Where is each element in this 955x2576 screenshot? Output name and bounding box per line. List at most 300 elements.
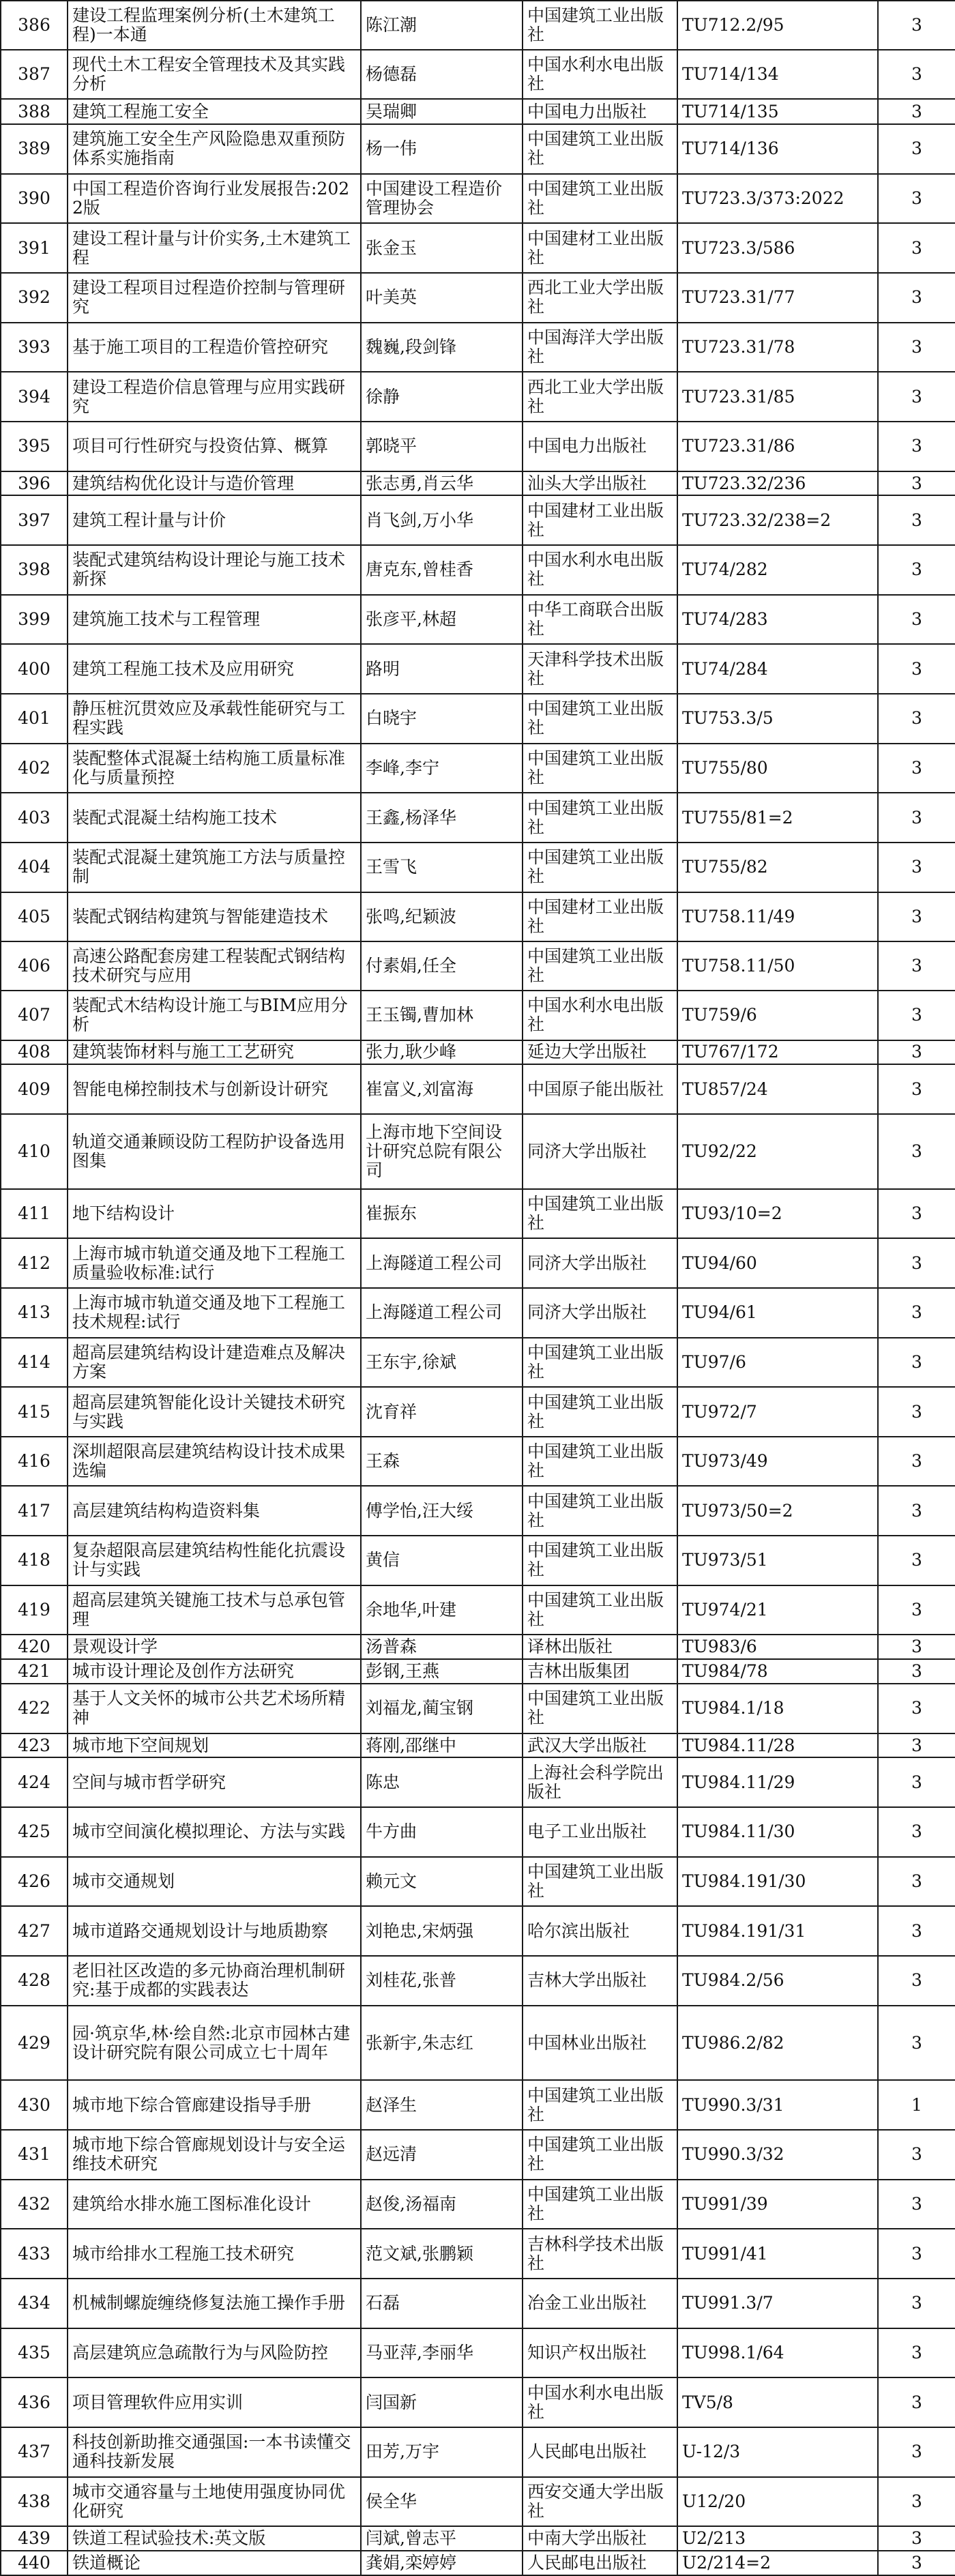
copy-count: 3 [878, 991, 955, 1040]
copy-count: 3 [878, 1659, 955, 1684]
book-title: 轨道交通兼顾设防工程防护设备选用图集 [68, 1114, 361, 1189]
book-author: 张力,耿少峰 [361, 1040, 523, 1065]
copy-count: 3 [878, 2328, 955, 2378]
copy-count: 3 [878, 174, 955, 224]
book-author: 崔富义,刘富海 [361, 1064, 523, 1114]
book-author: 闫国新 [361, 2377, 523, 2427]
call-number: TU93/10=2 [677, 1189, 878, 1239]
call-number: TU984.11/30 [677, 1807, 878, 1857]
call-number: TU767/172 [677, 1040, 878, 1065]
table-row [1, 644, 955, 694]
row-number: 414 [1, 1338, 68, 1388]
copy-count: 3 [878, 1238, 955, 1288]
book-author: 彭钢,王燕 [361, 1659, 523, 1684]
book-author: 汤普森 [361, 1635, 523, 1659]
row-number: 430 [1, 2080, 68, 2130]
call-number: TU973/51 [677, 1536, 878, 1585]
book-author: 杨一伟 [361, 124, 523, 174]
row-number: 413 [1, 1288, 68, 1338]
book-publisher: 中国建筑工业出版社 [523, 1536, 677, 1585]
copy-count: 3 [878, 941, 955, 991]
book-title: 建筑结构优化设计与造价管理 [68, 471, 361, 496]
book-publisher: 中国电力出版社 [523, 422, 677, 471]
book-publisher: 中国原子能出版社 [523, 1064, 677, 1114]
call-number: TU972/7 [677, 1387, 878, 1437]
call-number: TU973/49 [677, 1437, 878, 1487]
copy-count: 3 [878, 1114, 955, 1189]
book-title: 高层建筑结构构造资料集 [68, 1486, 361, 1536]
book-title: 高速公路配套房建工程装配式钢结构技术研究与应用 [68, 941, 361, 991]
call-number: TU984.11/29 [677, 1757, 878, 1807]
book-title: 超高层建筑关键施工技术与总承包管理 [68, 1585, 361, 1635]
book-author: 刘艳忠,宋炳强 [361, 1906, 523, 1956]
copy-count: 3 [878, 50, 955, 100]
book-publisher: 中国建材工业出版社 [523, 223, 677, 273]
book-publisher: 上海社会科学院出版社 [523, 1757, 677, 1807]
call-number: TU723.32/238=2 [677, 495, 878, 545]
book-author: 刘桂花,张普 [361, 1956, 523, 2006]
table-row [1, 2328, 955, 2378]
book-publisher: 人民邮电出版社 [523, 2427, 677, 2477]
book-author: 中国建设工程造价管理协会 [361, 174, 523, 224]
call-number: U2/213 [677, 2526, 878, 2551]
table-row [1, 1040, 955, 1065]
copy-count: 3 [878, 545, 955, 595]
copy-count: 3 [878, 2477, 955, 2527]
call-number: TU998.1/64 [677, 2328, 878, 2378]
book-title: 静压桩沉贯效应及承载性能研究与工程实践 [68, 694, 361, 744]
book-title: 上海市城市轨道交通及地下工程施工技术规程:试行 [68, 1288, 361, 1338]
book-publisher: 译林出版社 [523, 1635, 677, 1659]
book-publisher: 西北工业大学出版社 [523, 273, 677, 323]
book-author: 唐克东,曾桂香 [361, 545, 523, 595]
copy-count: 3 [878, 2229, 955, 2279]
book-publisher: 西安交通大学出版社 [523, 2477, 677, 2527]
copy-count: 3 [878, 471, 955, 496]
copy-count: 3 [878, 1486, 955, 1536]
row-number: 437 [1, 2427, 68, 2477]
book-author: 王东宇,徐斌 [361, 1338, 523, 1388]
book-author: 张金玉 [361, 223, 523, 273]
table-row [1, 2130, 955, 2180]
book-author: 赵泽生 [361, 2080, 523, 2130]
book-author: 范文斌,张鹏颖 [361, 2229, 523, 2279]
book-author: 傅学怡,汪大绥 [361, 1486, 523, 1536]
table-row [1, 1486, 955, 1536]
book-author: 王雪飞 [361, 843, 523, 892]
book-publisher: 汕头大学出版社 [523, 471, 677, 496]
table-row [1, 2279, 955, 2328]
copy-count: 3 [878, 273, 955, 323]
table-row [1, 1238, 955, 1288]
table-row [1, 1807, 955, 1857]
book-author: 付素娟,任全 [361, 941, 523, 991]
row-number: 411 [1, 1189, 68, 1239]
book-author: 黄信 [361, 1536, 523, 1585]
copy-count: 3 [878, 1757, 955, 1807]
book-author: 石磊 [361, 2279, 523, 2328]
book-title: 建筑给水排水施工图标准化设计 [68, 2180, 361, 2229]
row-number: 435 [1, 2328, 68, 2378]
row-number: 398 [1, 545, 68, 595]
call-number: TU759/6 [677, 991, 878, 1040]
table-row [1, 223, 955, 273]
call-number: TU94/60 [677, 1238, 878, 1288]
book-title: 深圳超限高层建筑结构设计技术成果选编 [68, 1437, 361, 1487]
book-publisher: 中国建筑工业出版社 [523, 1, 677, 50]
book-title: 建筑装饰材料与施工工艺研究 [68, 1040, 361, 1065]
book-publisher: 中国电力出版社 [523, 99, 677, 124]
book-publisher: 中国建材工业出版社 [523, 495, 677, 545]
table-row [1, 2427, 955, 2477]
book-title: 城市地下综合管廊规划设计与安全运维技术研究 [68, 2130, 361, 2180]
book-publisher: 哈尔滨出版社 [523, 1906, 677, 1956]
call-number: TU990.3/32 [677, 2130, 878, 2180]
copy-count: 3 [878, 422, 955, 471]
book-title: 中国工程造价咨询行业发展报告:2022版 [68, 174, 361, 224]
book-publisher: 中国建筑工业出版社 [523, 941, 677, 991]
book-title: 装配整体式混凝土结构施工质量标准化与质量预控 [68, 744, 361, 793]
book-publisher: 同济大学出版社 [523, 1114, 677, 1189]
row-number: 405 [1, 892, 68, 942]
call-number: TV5/8 [677, 2377, 878, 2427]
book-author: 陈忠 [361, 1757, 523, 1807]
book-author: 蒋刚,邵继中 [361, 1733, 523, 1758]
book-author: 龚娟,栾婷婷 [361, 2551, 523, 2575]
table-row [1, 1338, 955, 1388]
book-author: 王玉镯,曹加林 [361, 991, 523, 1040]
call-number: TU723.31/78 [677, 323, 878, 372]
table-row [1, 941, 955, 991]
table-row [1, 595, 955, 645]
book-author: 沈育祥 [361, 1387, 523, 1437]
book-title: 铁道工程试验技术:英文版 [68, 2526, 361, 2551]
copy-count: 3 [878, 1536, 955, 1585]
book-publisher: 中国建筑工业出版社 [523, 1486, 677, 1536]
book-title: 空间与城市哲学研究 [68, 1757, 361, 1807]
book-title: 科技创新助推交通强国:一本书读懂交通科技新发展 [68, 2427, 361, 2477]
table-row [1, 2080, 955, 2130]
row-number: 409 [1, 1064, 68, 1114]
call-number: TU723.31/85 [677, 372, 878, 422]
book-title: 城市地下空间规划 [68, 1733, 361, 1758]
row-number: 386 [1, 1, 68, 50]
row-number: 406 [1, 941, 68, 991]
book-publisher: 中国建筑工业出版社 [523, 1585, 677, 1635]
call-number: TU974/21 [677, 1585, 878, 1635]
book-title: 建筑工程计量与计价 [68, 495, 361, 545]
book-publisher: 中华工商联合出版社 [523, 595, 677, 645]
book-author: 吴瑞卿 [361, 99, 523, 124]
table-row [1, 1857, 955, 1907]
row-number: 412 [1, 1238, 68, 1288]
row-number: 388 [1, 99, 68, 124]
book-title: 装配式木结构设计施工与BIM应用分析 [68, 991, 361, 1040]
book-title: 建筑施工技术与工程管理 [68, 595, 361, 645]
call-number: TU723.31/86 [677, 422, 878, 471]
book-title: 城市地下综合管廊建设指导手册 [68, 2080, 361, 2130]
book-author: 郭晓平 [361, 422, 523, 471]
call-number: TU991/39 [677, 2180, 878, 2229]
table-row [1, 1906, 955, 1956]
book-author: 张彦平,林超 [361, 595, 523, 645]
copy-count: 3 [878, 2180, 955, 2229]
copy-count: 3 [878, 2526, 955, 2551]
row-number: 389 [1, 124, 68, 174]
book-title: 城市给排水工程施工技术研究 [68, 2229, 361, 2279]
book-author: 杨德磊 [361, 50, 523, 100]
copy-count: 3 [878, 793, 955, 843]
row-number: 420 [1, 1635, 68, 1659]
book-author: 王鑫,杨泽华 [361, 793, 523, 843]
book-publisher: 中国水利水电出版社 [523, 545, 677, 595]
row-number: 425 [1, 1807, 68, 1857]
table-row [1, 495, 955, 545]
copy-count: 3 [878, 1064, 955, 1114]
book-title: 建筑工程施工安全 [68, 99, 361, 124]
book-publisher: 知识产权出版社 [523, 2328, 677, 2378]
table-row [1, 174, 955, 224]
book-title: 建设工程计量与计价实务,土木建筑工程 [68, 223, 361, 273]
book-title: 园·筑京华,林·绘自然:北京市园林古建设计研究院有限公司成立七十周年 [68, 2006, 361, 2081]
row-number: 399 [1, 595, 68, 645]
copy-count: 3 [878, 694, 955, 744]
call-number: TU973/50=2 [677, 1486, 878, 1536]
table-row [1, 892, 955, 942]
book-publisher: 天津科学技术出版社 [523, 644, 677, 694]
table-row [1, 124, 955, 174]
copy-count: 3 [878, 323, 955, 372]
book-title: 建筑工程施工技术及应用研究 [68, 644, 361, 694]
book-author: 田芳,万宇 [361, 2427, 523, 2477]
call-number: TU986.2/82 [677, 2006, 878, 2081]
book-title: 建设工程项目过程造价控制与管理研究 [68, 273, 361, 323]
book-author: 余地华,叶建 [361, 1585, 523, 1635]
call-number: U12/20 [677, 2477, 878, 2527]
table-row [1, 99, 955, 124]
book-title: 城市交通规划 [68, 1857, 361, 1907]
book-title: 城市交通容量与土地使用强度协同优化研究 [68, 2477, 361, 2527]
book-publisher: 中南大学出版社 [523, 2526, 677, 2551]
call-number: TU723.3/373:2022 [677, 174, 878, 224]
book-publisher: 中国水利水电出版社 [523, 991, 677, 1040]
copy-count: 3 [878, 99, 955, 124]
copy-count: 3 [878, 1338, 955, 1388]
call-number: TU723.31/77 [677, 273, 878, 323]
row-number: 404 [1, 843, 68, 892]
row-number: 407 [1, 991, 68, 1040]
copy-count: 3 [878, 644, 955, 694]
row-number: 424 [1, 1757, 68, 1807]
table-row [1, 2229, 955, 2279]
copy-count: 3 [878, 1635, 955, 1659]
table-row [1, 1757, 955, 1807]
call-number: TU714/136 [677, 124, 878, 174]
book-publisher: 中国建筑工业出版社 [523, 1437, 677, 1487]
table-row [1, 2477, 955, 2527]
copy-count: 3 [878, 892, 955, 942]
book-author: 张鸣,纪颖波 [361, 892, 523, 942]
book-author: 叶美英 [361, 273, 523, 323]
row-number: 402 [1, 744, 68, 793]
table-row [1, 1733, 955, 1758]
book-author: 崔振东 [361, 1189, 523, 1239]
row-number: 394 [1, 372, 68, 422]
book-publisher: 西北工业大学出版社 [523, 372, 677, 422]
row-number: 421 [1, 1659, 68, 1684]
call-number: TU74/282 [677, 545, 878, 595]
row-number: 423 [1, 1733, 68, 1758]
copy-count: 3 [878, 595, 955, 645]
call-number: TU983/6 [677, 1635, 878, 1659]
book-publisher: 中国建材工业出版社 [523, 892, 677, 942]
copy-count: 3 [878, 1189, 955, 1239]
book-publisher: 延边大学出版社 [523, 1040, 677, 1065]
row-number: 396 [1, 471, 68, 496]
row-number: 403 [1, 793, 68, 843]
table-row [1, 545, 955, 595]
table-row [1, 1956, 955, 2006]
book-title: 装配式建筑结构设计理论与施工技术新探 [68, 545, 361, 595]
row-number: 419 [1, 1585, 68, 1635]
book-publisher: 中国建筑工业出版社 [523, 2080, 677, 2130]
call-number: TU92/22 [677, 1114, 878, 1189]
call-number: U-12/3 [677, 2427, 878, 2477]
table-row [1, 1064, 955, 1114]
table-body [1, 1, 955, 2575]
book-title: 超高层建筑结构设计建造难点及解决方案 [68, 1338, 361, 1388]
book-title: 景观设计学 [68, 1635, 361, 1659]
book-author: 闫斌,曾志平 [361, 2526, 523, 2551]
book-author: 牛方曲 [361, 1807, 523, 1857]
call-number: TU97/6 [677, 1338, 878, 1388]
table-row [1, 50, 955, 100]
call-number: TU714/135 [677, 99, 878, 124]
table-row [1, 1387, 955, 1437]
book-title: 智能电梯控制技术与创新设计研究 [68, 1064, 361, 1114]
book-author: 路明 [361, 644, 523, 694]
book-author: 张志勇,肖云华 [361, 471, 523, 496]
copy-count: 3 [878, 223, 955, 273]
row-number: 390 [1, 174, 68, 224]
book-author: 魏巍,段剑锋 [361, 323, 523, 372]
copy-count: 3 [878, 1956, 955, 2006]
book-author: 赖元文 [361, 1857, 523, 1907]
book-title: 上海市城市轨道交通及地下工程施工质量验收标准:试行 [68, 1238, 361, 1288]
book-author: 白晓宇 [361, 694, 523, 744]
table-row [1, 2377, 955, 2427]
book-publisher: 中国建筑工业出版社 [523, 174, 677, 224]
book-title: 地下结构设计 [68, 1189, 361, 1239]
book-title: 项目管理软件应用实训 [68, 2377, 361, 2427]
book-title: 城市空间演化模拟理论、方法与实践 [68, 1807, 361, 1857]
call-number: TU753.3/5 [677, 694, 878, 744]
book-publisher: 冶金工业出版社 [523, 2279, 677, 2328]
book-author: 赵远清 [361, 2130, 523, 2180]
call-number: TU755/81=2 [677, 793, 878, 843]
copy-count: 3 [878, 744, 955, 793]
row-number: 401 [1, 694, 68, 744]
row-number: 416 [1, 1437, 68, 1487]
book-publisher: 中国建筑工业出版社 [523, 2180, 677, 2229]
table-row [1, 1585, 955, 1635]
copy-count: 3 [878, 1585, 955, 1635]
copy-count: 3 [878, 843, 955, 892]
copy-count: 3 [878, 2427, 955, 2477]
call-number: TU712.2/95 [677, 1, 878, 50]
table-row [1, 273, 955, 323]
table-row [1, 744, 955, 793]
copy-count: 3 [878, 1437, 955, 1487]
book-title: 城市道路交通规划设计与地质勘察 [68, 1906, 361, 1956]
book-publisher: 中国林业出版社 [523, 2006, 677, 2081]
book-publisher: 中国建筑工业出版社 [523, 1684, 677, 1733]
book-title: 现代土木工程安全管理技术及其实践分析 [68, 50, 361, 100]
book-author: 侯全华 [361, 2477, 523, 2527]
book-title: 复杂超限高层建筑结构性能化抗震设计与实践 [68, 1536, 361, 1585]
row-number: 387 [1, 50, 68, 100]
copy-count: 3 [878, 1387, 955, 1437]
copy-count: 3 [878, 2130, 955, 2180]
table-row [1, 2180, 955, 2229]
call-number: TU755/80 [677, 744, 878, 793]
book-publisher: 中国建筑工业出版社 [523, 694, 677, 744]
copy-count: 3 [878, 1040, 955, 1065]
book-author: 赵俊,汤福南 [361, 2180, 523, 2229]
row-number: 410 [1, 1114, 68, 1189]
book-publisher: 武汉大学出版社 [523, 1733, 677, 1758]
book-author: 马亚萍,李丽华 [361, 2328, 523, 2378]
table-row [1, 422, 955, 471]
table-row [1, 1189, 955, 1239]
book-author: 陈江潮 [361, 1, 523, 50]
book-publisher: 中国建筑工业出版社 [523, 124, 677, 174]
row-number: 428 [1, 1956, 68, 2006]
call-number: TU984.191/30 [677, 1857, 878, 1907]
row-number: 417 [1, 1486, 68, 1536]
book-title: 铁道概论 [68, 2551, 361, 2575]
row-number: 432 [1, 2180, 68, 2229]
book-title: 建筑施工安全生产风险隐患双重预防体系实施指南 [68, 124, 361, 174]
table-row [1, 2526, 955, 2551]
book-title: 高层建筑应急疏散行为与风险防控 [68, 2328, 361, 2378]
book-title: 装配式混凝土建筑施工方法与质量控制 [68, 843, 361, 892]
row-number: 422 [1, 1684, 68, 1733]
book-title: 建设工程监理案例分析(土木建筑工程)一本通 [68, 1, 361, 50]
table-row [1, 323, 955, 372]
book-author: 刘福龙,蔺宝钢 [361, 1684, 523, 1733]
table-row [1, 793, 955, 843]
table-row [1, 1684, 955, 1733]
table-row [1, 1437, 955, 1487]
row-number: 427 [1, 1906, 68, 1956]
copy-count: 3 [878, 124, 955, 174]
book-publisher: 中国建筑工业出版社 [523, 1189, 677, 1239]
book-publisher: 中国海洋大学出版社 [523, 323, 677, 372]
table-row [1, 1288, 955, 1338]
book-author: 上海隧道工程公司 [361, 1288, 523, 1338]
book-publisher: 中国建筑工业出版社 [523, 1387, 677, 1437]
row-number: 429 [1, 2006, 68, 2081]
book-publisher: 吉林出版集团 [523, 1659, 677, 1684]
table-row [1, 1635, 955, 1659]
book-title: 超高层建筑智能化设计关键技术研究与实践 [68, 1387, 361, 1437]
copy-count: 3 [878, 1733, 955, 1758]
call-number: TU74/283 [677, 595, 878, 645]
table-row [1, 372, 955, 422]
table-row [1, 471, 955, 496]
call-number: TU723.32/236 [677, 471, 878, 496]
